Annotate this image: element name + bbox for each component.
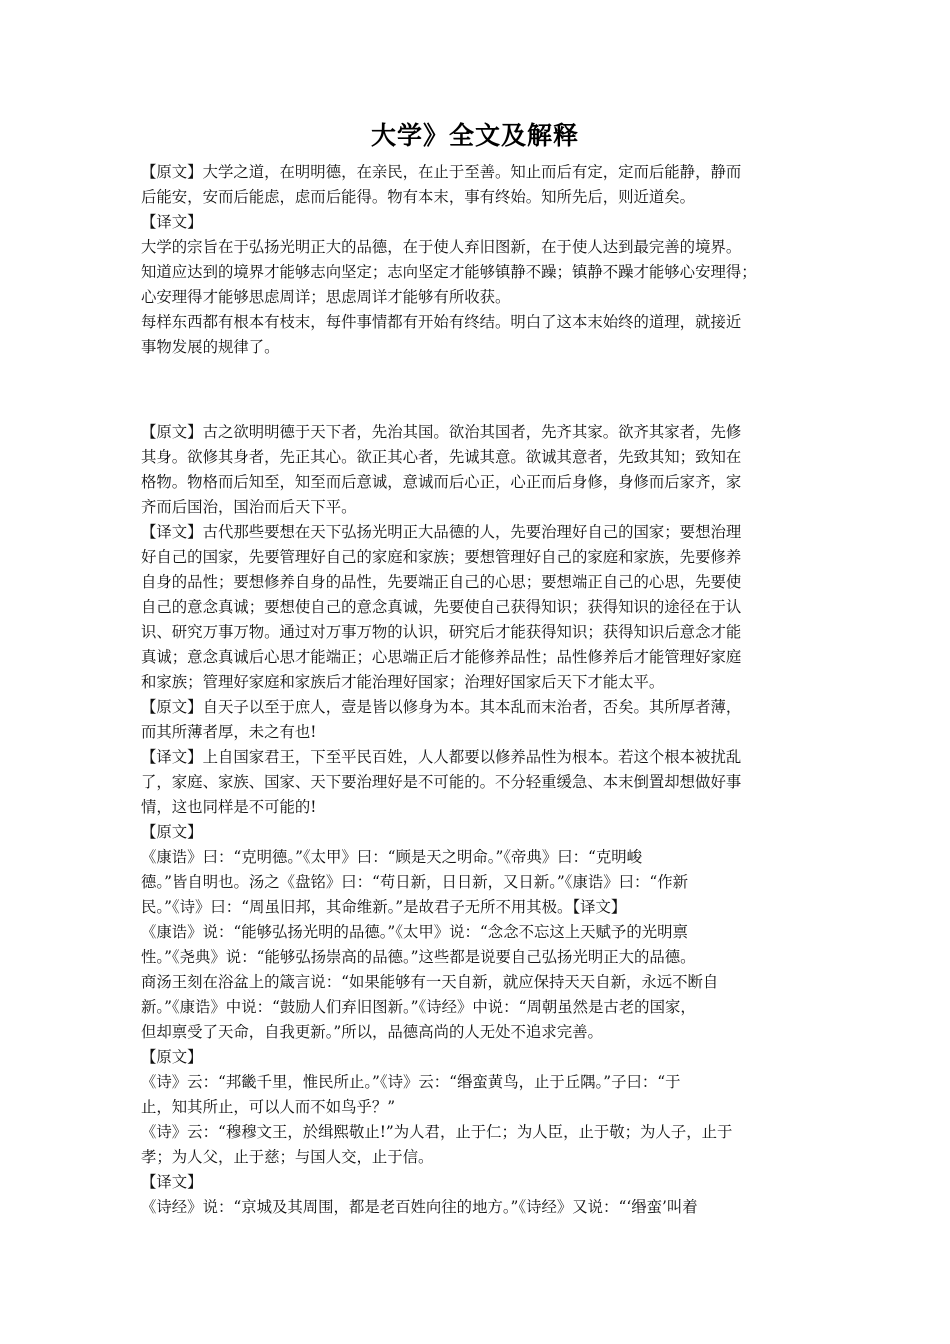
text-line: 但却禀受了天命，自我更新。”所以，品德高尚的人无处不追求完善。 (141, 1023, 603, 1041)
text-line: 【译文】上自国家君王，下至平民百姓，人人都要以修养品性为根本。若这个根本被扰乱 (141, 748, 742, 766)
text-line: 真诚；意念真诚后心思才能端正；心思端正后才能修养品性；品性修养后才能管理好家庭 (141, 648, 742, 666)
text-line: 其身。欲修其身者，先正其心。欲正其心者，先诚其意。欲诚其意者，先致其知；致知在 (141, 448, 742, 466)
text-line: 止，知其所止，可以人而不如鸟乎？” (141, 1098, 396, 1116)
section-2 (141, 420, 821, 1220)
text-line: 后能安，安而后能虑，虑而后能得。物有本末，事有终始。知所先后，则近道矣。 (141, 188, 696, 206)
text-line: 了，家庭、家族、国家、天下要治理好是不可能的。不分轻重缓急、本末倒置却想做好事 (141, 773, 742, 791)
text-line: 心安理得才能够思虑周详；思虑周详才能够有所收获。 (141, 288, 511, 306)
text-line: 大学的宗旨在于弘扬光明正大的品德，在于使人弃旧图新，在于使人达到最完善的境界。 (141, 238, 742, 256)
text-line: 【原文】 (141, 1048, 203, 1066)
text-line: 《诗经》说：“京城及其周围，都是老百姓向往的地方。”《诗经》又说：“‘缗蛮’叫着 (141, 1198, 698, 1216)
text-line: 知道应达到的境界才能够志向坚定；志向坚定才能够镇静不躁；镇静不躁才能够心安理得； (141, 263, 757, 281)
text-line: 新。”《康诰》中说：“鼓励人们弃旧图新。”《诗经》中说：“周朝虽然是古老的国家， (141, 998, 696, 1016)
section-1 (141, 160, 821, 360)
text-line: 商汤王刻在浴盆上的箴言说：“如果能够有一天自新，就应保持天天自新，永远不断自 (141, 973, 719, 991)
text-line: 民。”《诗》曰：“周虽旧邦，其命维新。”是故君子无所不用其极。【译文】 (141, 898, 627, 916)
text-line: 和家族；管理好家庭和家族后才能治理好国家；治理好国家后天下才能太平。 (141, 673, 665, 691)
text-line: 齐而后国治，国治而后天下平。 (141, 498, 357, 516)
text-line: 性。”《尧典》说：“能够弘扬崇高的品德。”这些都是说要自己弘扬光明正大的品德。 (141, 948, 696, 966)
text-line: 【原文】 (141, 823, 203, 841)
text-line: 事物发展的规律了。 (141, 338, 280, 356)
text-line: 【原文】自天子以至于庶人，壹是皆以修身为本。其本乱而末治者，否矣。其所厚者薄， (141, 698, 742, 716)
text-line: 【译文】 (141, 1173, 203, 1191)
text-line: 《诗》云：“邦畿千里，惟民所止。”《诗》云：“缗蛮黄鸟，止于丘隅。”子曰：“于 (141, 1073, 681, 1091)
text-line: 孝；为人父，止于慈；与国人交，止于信。 (141, 1148, 434, 1166)
text-line: 《诗》云：“穆穆文王，於缉熙敬止!”为人君，止于仁；为人臣，止于敬；为人子，止于 (141, 1123, 733, 1141)
text-line: 识、研究万事万物。通过对万事万物的认识，研究后才能获得知识；获得知识后意念才能 (141, 623, 742, 641)
text-line: 情，这也同样是不可能的! (141, 798, 317, 816)
text-line: 【原文】古之欲明明德于天下者，先治其国。欲治其国者，先齐其家。欲齐其家者，先修 (141, 423, 742, 441)
text-line: 德。”皆自明也。汤之《盘铭》曰：“苟日新，日日新，又日新。”《康诰》曰：“作新 (141, 873, 689, 891)
text-line: 而其所薄者厚，未之有也! (141, 723, 317, 741)
text-line: 《康诰》说：“能够弘扬光明的品德。”《太甲》说：“念念不忘这上天赋予的光明禀 (141, 923, 688, 941)
text-line: 《康诰》曰：“克明德。”《太甲》曰：“顾是天之明命。”《帝典》曰：“克明峻 (141, 848, 643, 866)
text-line: 【原文】大学之道，在明明德，在亲民，在止于至善。知止而后有定，定而后能静，静而 (141, 163, 742, 181)
text-line: 自身的品性；要想修养自身的品性，先要端正自己的心思；要想端正自己的心思，先要使 (141, 573, 742, 591)
text-line: 【译文】古代那些要想在天下弘扬光明正大品德的人，先要治理好自己的国家；要想治理 (141, 523, 742, 541)
document-title: 大学》全文及解释 (370, 121, 579, 150)
text-line: 【译文】 (141, 213, 203, 231)
document-body (141, 160, 821, 1220)
text-line: 每样东西都有根本有枝末，每件事情都有开始有终结。明白了这本末始终的道理，就接近 (141, 313, 742, 331)
text-line: 好自己的国家，先要管理好自己的家庭和家族；要想管理好自己的家庭和家族，先要修养 (141, 548, 742, 566)
text-line: 格物。物格而后知至，知至而后意诚，意诚而后心正，心正而后身修，身修而后家齐，家 (141, 473, 742, 491)
section-gap (141, 360, 821, 420)
text-line: 自己的意念真诚；要想使自己的意念真诚，先要使自己获得知识；获得知识的途径在于认 (141, 598, 742, 616)
